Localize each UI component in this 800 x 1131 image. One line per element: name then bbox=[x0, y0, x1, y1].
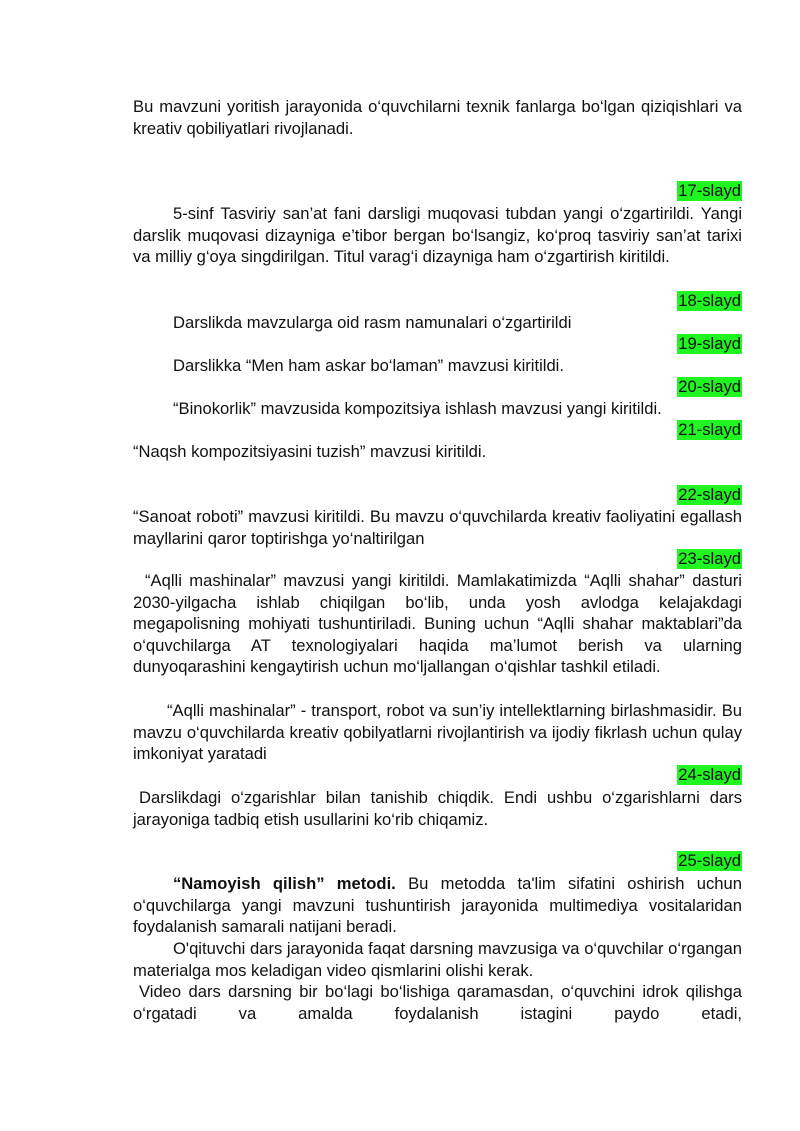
paragraph-naqsh-topic: “Naqsh kompozitsiyasini tuzish” mavzusi kiritildi. bbox=[133, 442, 487, 461]
paragraph-teacher-video: O'qituvchi dars jarayonida faqat darsning mavzusiga va o‘quvchilar o‘rgangan materialga mos keladigan video qismlarini olishi kerak. bbox=[133, 939, 742, 980]
slide-label-19: 19-slayd bbox=[678, 334, 741, 353]
paragraph-smart-machines: “Aqlli mashinalar” mavzusi yangi kiritildi. Mamlakatimizda “Aqlli shahar” dasturi 2030-yilgacha ishlab chiqilgan bo‘lib, unda yosh avlodga kelajakdagi megapolisning mohiyati tushuntiriladi. Buning uchun “Aqlli shahar maktablari”da o‘quvchilarga AT texnologiyalari haqida ma’lumot berish va ularning dunyoqarashini kengaytirish uchun mo‘ljallangan o‘qishlar tashkil etiladi. bbox=[133, 571, 742, 677]
paragraph-soldier-topic: Darslikka “Men ham askar bo‘laman” mavzusi kiritildi. bbox=[173, 356, 564, 375]
paragraph-smart-machines-definition: “Aqlli mashinalar” - transport, robot va sun’iy intellektlarning birlashmasidir. Bu mavzu o‘quvchilarda kreativ qobilyatlarni rivojlantirish va ijodiy fikrlash uchun qulay imkoniyat yaratadi bbox=[133, 701, 742, 764]
intro-paragraph: Bu mavzuni yoritish jarayonida o‘quvchilarni texnik fanlarga bo‘lgan qiziqishlari va kreativ qobiliyatlari rivojlanadi. bbox=[133, 97, 742, 138]
paragraph-industrial-robot: “Sanoat roboti” mavzusi kiritildi. Bu mavzu o‘quvchilarda kreativ faoliyatini egallash mayllarini qaror toptirishga yo‘naltirilgan bbox=[133, 507, 742, 548]
slide-label-24: 24-slayd bbox=[678, 765, 741, 784]
slide-label-18: 18-slayd bbox=[678, 291, 741, 310]
slide-label-22: 22-slayd bbox=[678, 485, 741, 504]
paragraph-video-lesson: Video dars darsning bir bo‘lagi bo‘lishiga qaramasdan, o‘quvchini idrok qilishga o‘rgatadi va amalda foydalanish istagini paydo etadi, bbox=[133, 982, 742, 1023]
slide-label-25: 25-slayd bbox=[678, 851, 741, 870]
method-title: “Namoyish qilish” metodi. bbox=[173, 874, 396, 893]
paragraph-picture-samples: Darslikda mavzularga oid rasm namunalari o‘zgartirildi bbox=[173, 313, 572, 332]
slide-label-20: 20-slayd bbox=[678, 377, 741, 396]
paragraph-demonstration-method bbox=[133, 873, 742, 938]
paragraph-binokorlik-topic: “Binokorlik” mavzusida kompozitsiya ishlash mavzusi yangi kiritildi. bbox=[173, 399, 662, 418]
slide-label-21: 21-slayd bbox=[678, 420, 741, 439]
paragraph-textbook-cover: 5-sinf Tasviriy san’at fani darsligi muqovasi tubdan yangi o‘zgartirildi. Yangi darslik muqovasi dizayniga e’tibor bergan bo‘lsangiz, ko‘proq tasviriy san’at tarixi va milliy g‘oya singdirilgan. Titul varag‘i dizayniga ham o‘zgartirish kiritildi. bbox=[133, 204, 742, 267]
method-description: Bu metodda ta'lim sifatini oshirish uchun o‘quvchilarga yangi mavzuni tushuntirish jarayonida multimediya vositalaridan foydalanish samarali natijani beradi. bbox=[133, 874, 742, 937]
paragraph-textbook-changes: Darslikdagi o‘zgarishlar bilan tanishib chiqdik. Endi ushbu o‘zgarishlarni dars jarayoniga tadbiq etish usullarini ko‘rib chiqamiz. bbox=[133, 788, 742, 829]
slide-label-23: 23-slayd bbox=[678, 549, 741, 568]
slide-label-17: 17-slayd bbox=[678, 181, 741, 200]
